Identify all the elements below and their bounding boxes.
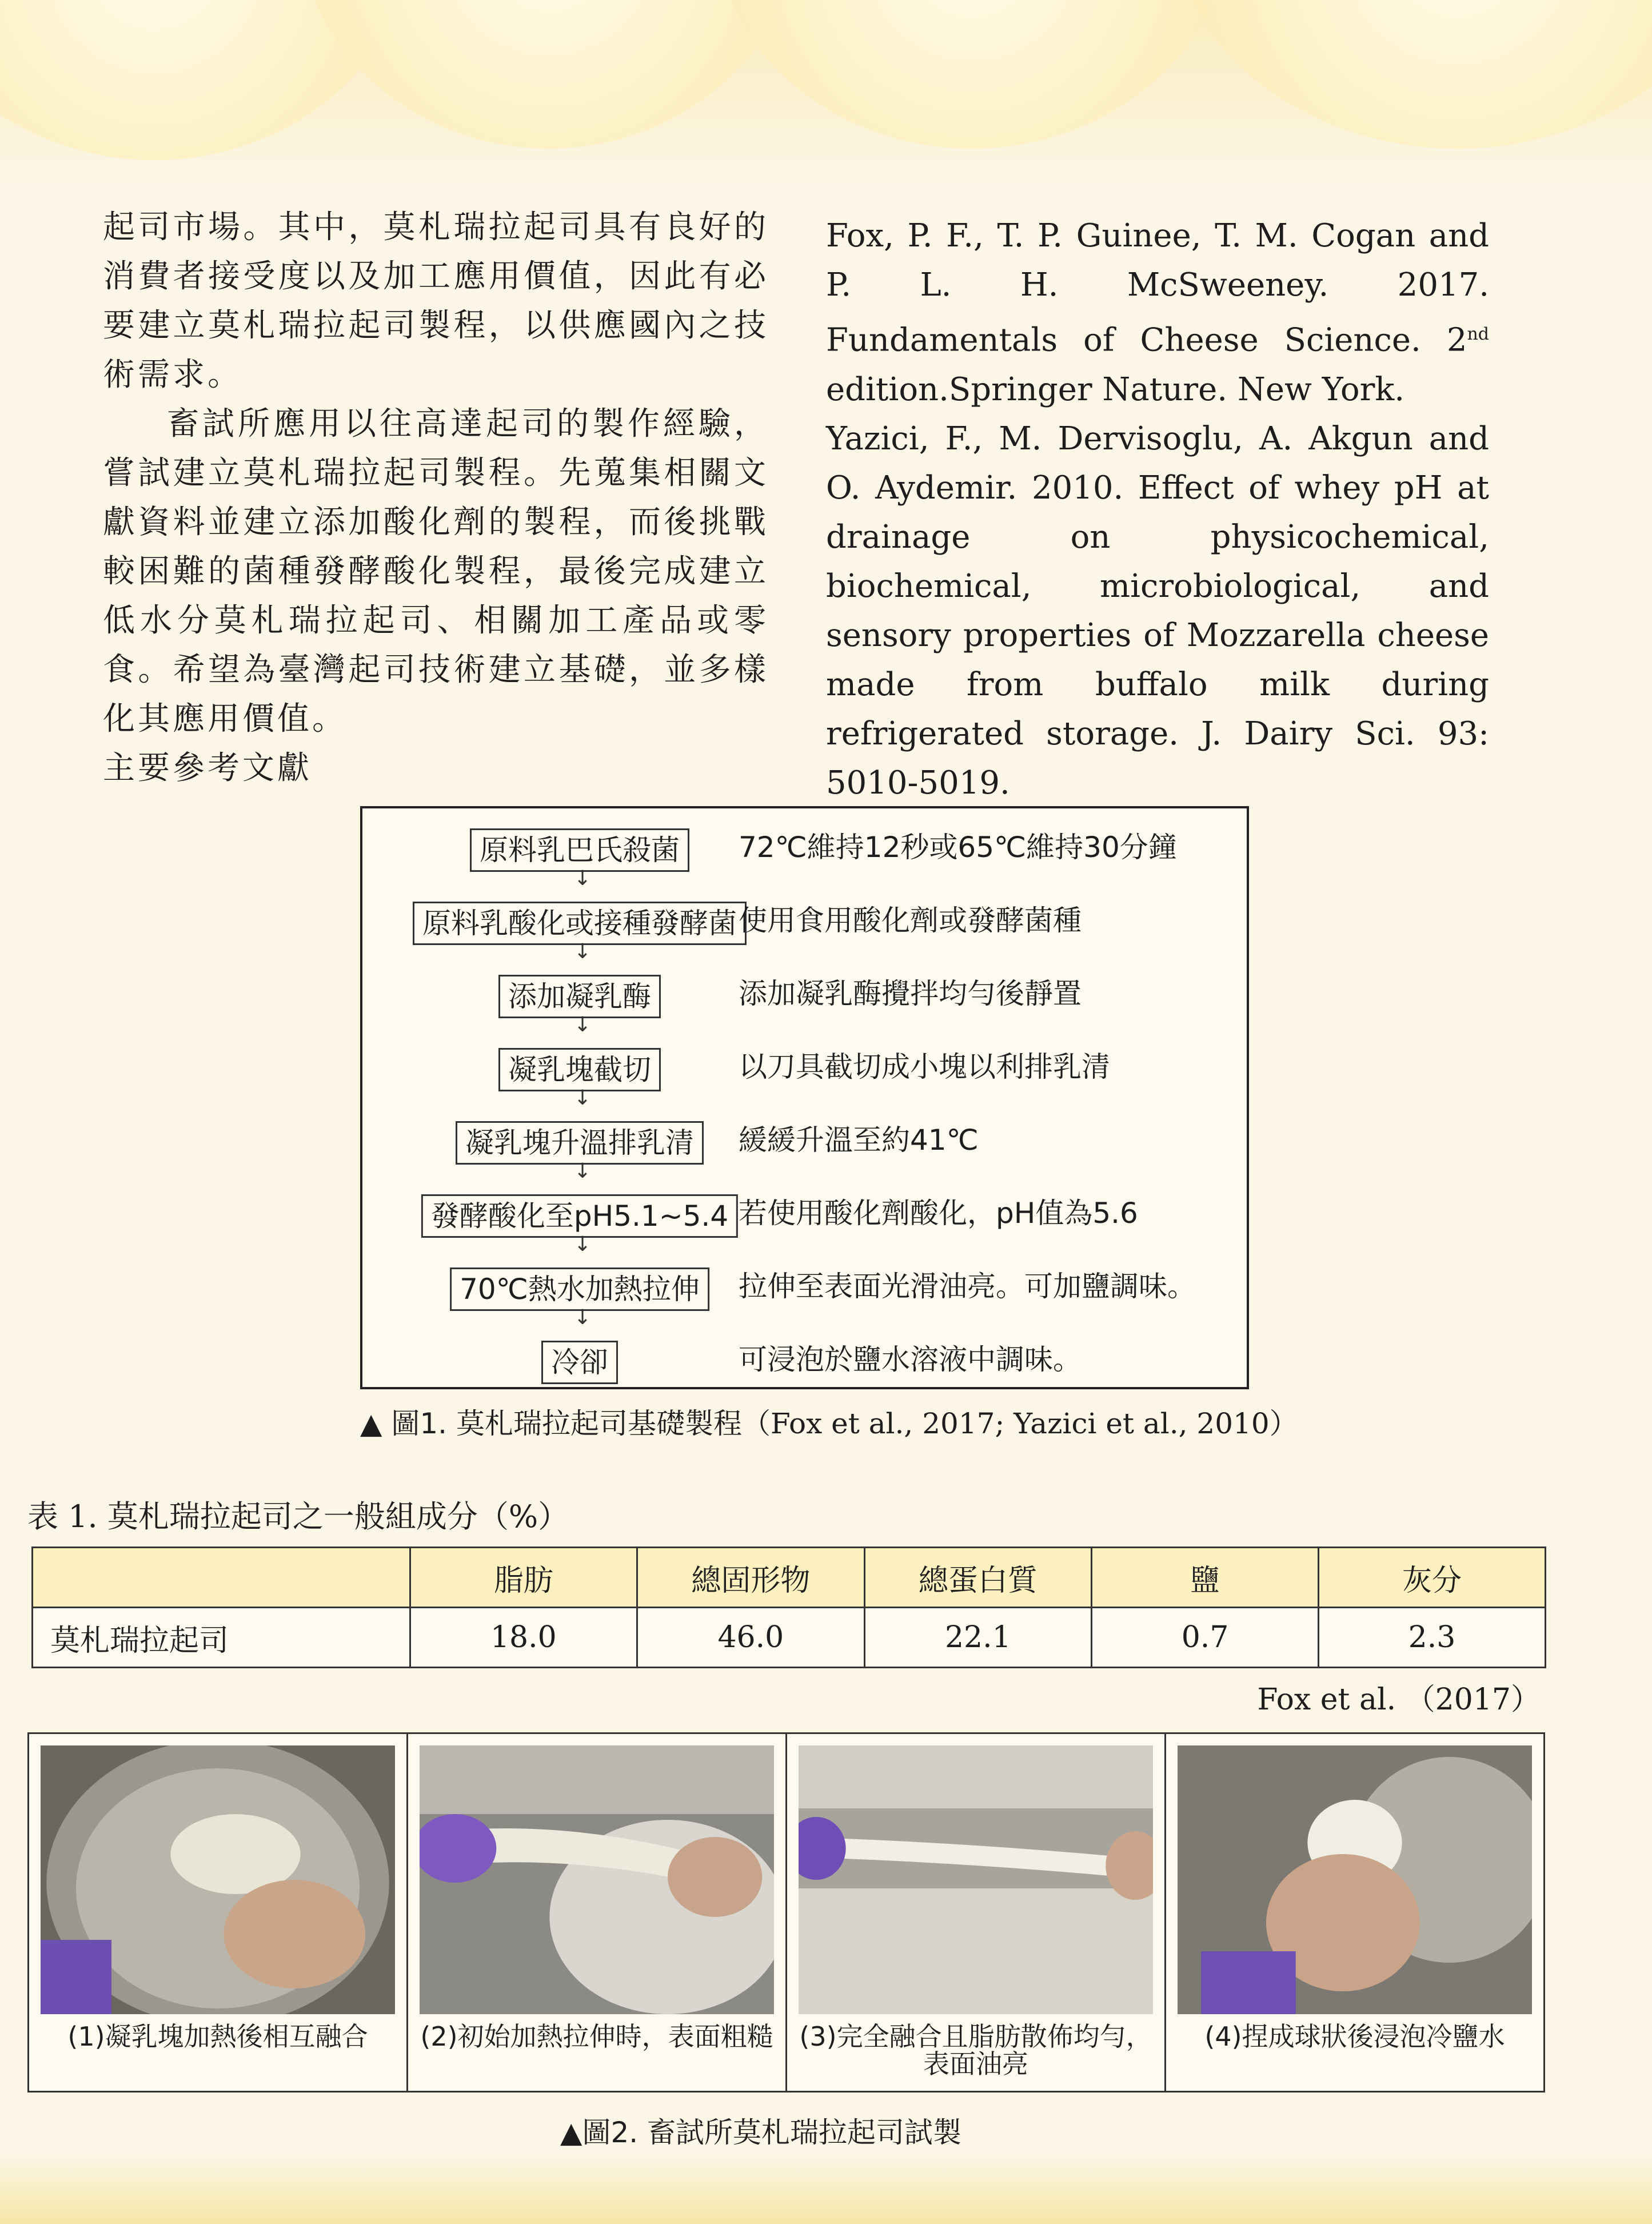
- table-header: 總蛋白質: [864, 1548, 1091, 1608]
- flow-step: [362, 817, 1248, 891]
- table-source: Fox et al. （2017）: [1257, 1683, 1541, 1717]
- body-paragraph-2: 畜試所應用以往高達起司的製作經驗，嘗試建立莫札瑞拉起司製程。先蒐集相關文獻資料並建立添加酸化劑的製程，而後挑戰較困難的菌種發酵酸化製程，最後完成建立低水分莫札瑞拉起司、相關加工產品或零食。希望為臺灣起司技術建立基礎，並多樣化其應用價值。: [103, 405, 769, 738]
- body-text-column: [103, 203, 769, 793]
- reference-1-sup: nd: [1467, 324, 1489, 344]
- down-arrow-icon: ↓: [574, 1233, 592, 1256]
- table-cell: 22.1: [864, 1608, 1091, 1668]
- flow-step: [362, 1183, 1248, 1257]
- table-1-title: 表 1. 莫札瑞拉起司之一般組成分（%）: [27, 1498, 569, 1535]
- photo-caption: (3)完全融合且脂肪散佈均勻，表面油亮: [799, 2021, 1152, 2079]
- triangle-marker-icon: ▲: [360, 1407, 382, 1440]
- flow-step: [362, 1037, 1248, 1111]
- table-cell: 46.0: [637, 1608, 864, 1668]
- flow-process: 凝乳塊升溫排乳清: [456, 1121, 704, 1165]
- flow-description: 使用食用酸化劑或發酵菌種: [739, 904, 1082, 937]
- composition-table: [31, 1547, 1546, 1668]
- reference-1: [826, 212, 1489, 414]
- reference-1-text-end: edition.Springer Nature. New York.: [826, 370, 1405, 408]
- photo-caption: (4)捏成球狀後浸泡冷鹽水: [1204, 2021, 1505, 2052]
- table-row-label: 莫札瑞拉起司: [33, 1608, 410, 1668]
- photo-caption: (1)凝乳塊加熱後相互融合: [67, 2021, 368, 2052]
- down-arrow-icon: ↓: [574, 1306, 592, 1329]
- photo-grid: [27, 1732, 1545, 2093]
- down-arrow-icon: ↓: [574, 940, 592, 963]
- flow-description: 緩緩升溫至約41℃: [739, 1123, 979, 1157]
- photo-cell: [408, 1734, 787, 2091]
- table-header: 灰分: [1319, 1548, 1546, 1608]
- table-cell: 18.0: [410, 1608, 637, 1668]
- table-header: 總固形物: [637, 1548, 864, 1608]
- figure-1-citation: （Fox et al., 2017; Yazici et al., 2010）: [741, 1407, 1298, 1440]
- references-column: [826, 212, 1489, 808]
- flow-description: 以刀具截切成小塊以利排乳清: [739, 1050, 1110, 1083]
- photo-ball-forming: [1178, 1745, 1532, 2014]
- flow-step: [362, 890, 1248, 964]
- body-paragraph-1: 起司市場。其中，莫札瑞拉起司具有良好的消費者接受度以及加工應用價值，因此有必要建立莫札瑞拉起司製程，以供應國內之技術需求。: [103, 209, 769, 393]
- flow-description: 可浸泡於鹽水溶液中調味。: [739, 1343, 1082, 1376]
- figure-2-caption: ▲圖2. 畜試所莫札瑞拉起司試製: [560, 2116, 962, 2149]
- flow-process: 70℃熱水加熱拉伸: [450, 1268, 709, 1311]
- table-row: [33, 1608, 1546, 1668]
- table-header: [33, 1548, 410, 1608]
- flow-description: 若使用酸化劑酸化，pH值為5.6: [739, 1197, 1138, 1230]
- flow-process: 原料乳酸化或接種發酵菌: [413, 902, 747, 945]
- table-header-row: [33, 1548, 1546, 1608]
- flow-process: 冷卻: [541, 1341, 618, 1384]
- reference-2: Yazici, F., M. Dervisoglu, A. Akgun and O. Aydemir. 2010. Effect of whey pH at drainage on physicochemical, biochemical, microbiological, and sensory properties of Mozzarella cheese made from buffalo milk during refrigerated storage. J. Dairy Sci. 93: 5010-5019.: [826, 420, 1489, 802]
- flow-process: 凝乳塊截切: [498, 1048, 661, 1091]
- photo-curd-fusing: [41, 1745, 395, 2014]
- reference-1-text: Fox, P. F., T. P. Guinee, T. M. Cogan and P. L. H. McSweeney. 2017. Fundamentals of Cheese Science. 2: [826, 217, 1489, 359]
- flow-process: 原料乳巴氏殺菌: [470, 828, 689, 872]
- figure-1-label: 圖1.: [391, 1407, 448, 1440]
- references-heading: 主要參考文獻: [103, 750, 312, 787]
- flow-description: 拉伸至表面光滑油亮。可加鹽調味。: [739, 1270, 1196, 1303]
- down-arrow-icon: ↓: [574, 1086, 592, 1110]
- photo-cell: [1166, 1734, 1543, 2091]
- down-arrow-icon: ↓: [574, 867, 592, 890]
- down-arrow-icon: ↓: [574, 1159, 592, 1183]
- photo-cell: [787, 1734, 1166, 2091]
- photo-full-stretch: [799, 1745, 1153, 2014]
- flow-step: [362, 1329, 1248, 1404]
- flow-process: 發酵酸化至pH5.1~5.4: [421, 1194, 738, 1238]
- flowchart: [360, 806, 1249, 1389]
- flow-step: [362, 1256, 1248, 1330]
- table-header: 脂肪: [410, 1548, 637, 1608]
- photo-initial-stretch: [420, 1745, 774, 2014]
- table-cell: 2.3: [1319, 1608, 1546, 1668]
- flow-description: 72℃維持12秒或65℃維持30分鐘: [739, 831, 1177, 864]
- flow-step: [362, 963, 1248, 1038]
- flow-description: 添加凝乳酶攪拌均勻後靜置: [739, 977, 1082, 1010]
- table-cell: 0.7: [1092, 1608, 1319, 1668]
- flow-step: [362, 1110, 1248, 1184]
- figure-1-caption: [360, 1401, 1298, 1442]
- table-header: 鹽: [1092, 1548, 1319, 1608]
- figure-1-title: 莫札瑞拉起司基礎製程: [456, 1407, 742, 1440]
- photo-cell: [29, 1734, 408, 2091]
- header-decoration: [0, 0, 1652, 189]
- footer-decoration: [0, 2155, 1652, 2224]
- photo-caption: (2)初始加熱拉伸時，表面粗糙: [420, 2021, 773, 2052]
- flow-process: 添加凝乳酶: [498, 975, 661, 1018]
- down-arrow-icon: ↓: [574, 1013, 592, 1037]
